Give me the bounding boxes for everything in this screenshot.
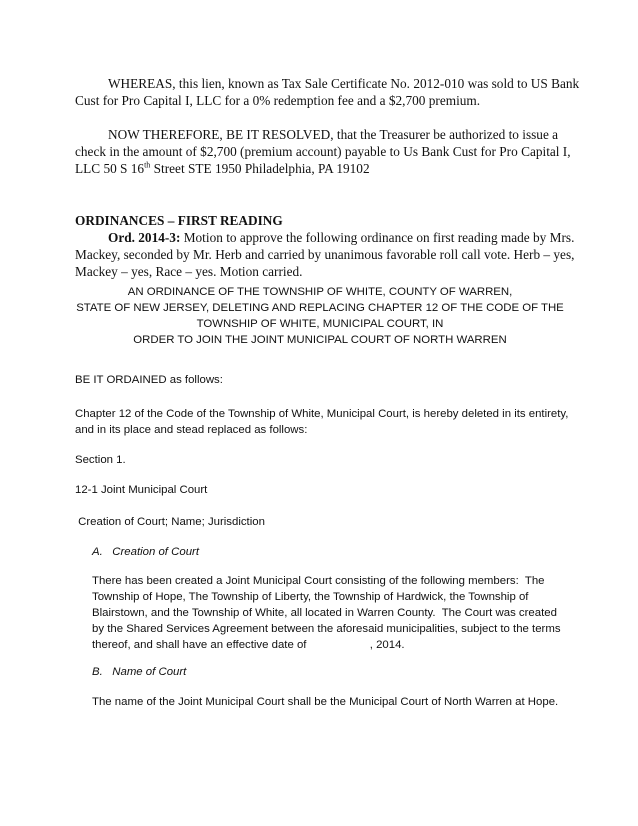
whereas-paragraph: WHEREAS, this lien, known as Tax Sale Certificate No. 2012-010 was sold to US Bank Cust for Pro Capital I, LLC for a 0% redemption fee and a $2,700 premium. <box>75 76 580 108</box>
resolved-paragraph <box>75 126 580 177</box>
item-a-text: There has been created a Joint Municipal Court consisting of the following members: The Township of Hope, The Township of Liberty, the Township of Hardwick, the Township of Blairstown, and the Township of White, all located in Warren County. The Court was created by the Shared Services Agreement between the aforesaid municipalities, subject to the terms thereof, and shall have an effective date of , 2014. <box>92 575 564 651</box>
ordinance-motion-paragraph <box>75 229 580 280</box>
ordinance-motion-text: Motion to approve the following ordinance on first reading made by Mrs. Mackey, seconded by Mr. Herb and carried by unanimous favorable roll call vote. Herb – yes, Mackey – yes, Race – yes. Motion carried. <box>75 230 575 279</box>
chapter-paragraph: Chapter 12 of the Code of the Township of White, Municipal Court, is hereby deleted in its entirety, and in its place and stead replaced as follows: <box>75 408 569 436</box>
ordinance-number: Ord. 2014-3: <box>108 230 181 245</box>
resolved-superscript: th <box>144 160 151 170</box>
item-b-heading: B. Name of Court <box>92 666 187 678</box>
ordinances-heading: ORDINANCES – FIRST READING <box>75 213 283 228</box>
section-label: Section 1. <box>75 454 126 466</box>
be-it-ordained: BE IT ORDAINED as follows: <box>75 374 223 386</box>
item-b-text: The name of the Joint Municipal Court shall be the Municipal Court of North Warren at Hope. <box>92 696 559 708</box>
ordinance-title-line: AN ORDINANCE OF THE TOWNSHIP OF WHITE, COUNTY OF WARREN, <box>127 286 513 298</box>
resolved-text-a: NOW THEREFORE, BE IT RESOLVED, that the Treasurer be authorized to issue a check in the amount of $2,700 (premium account) payable to Us Bank Cust for Pro Capital I, LLC 50 S 16 <box>75 127 571 176</box>
ordinance-title <box>60 284 580 348</box>
ordinance-title-line: TOWNSHIP OF WHITE, MUNICIPAL COURT, IN <box>196 318 444 330</box>
item-a-heading: A. Creation of Court <box>92 546 199 558</box>
resolved-text-b: Street STE 1950 Philadelphia, PA 19102 <box>150 161 370 176</box>
ordinance-title-line: STATE OF NEW JERSEY, DELETING AND REPLACING CHAPTER 12 OF THE CODE OF THE <box>76 302 564 314</box>
creation-heading: Creation of Court; Name; Jurisdiction <box>75 516 265 528</box>
article-heading: 12-1 Joint Municipal Court <box>75 484 208 496</box>
ordinance-title-line: ORDER TO JOIN THE JOINT MUNICIPAL COURT OF NORTH WARREN <box>133 334 507 346</box>
